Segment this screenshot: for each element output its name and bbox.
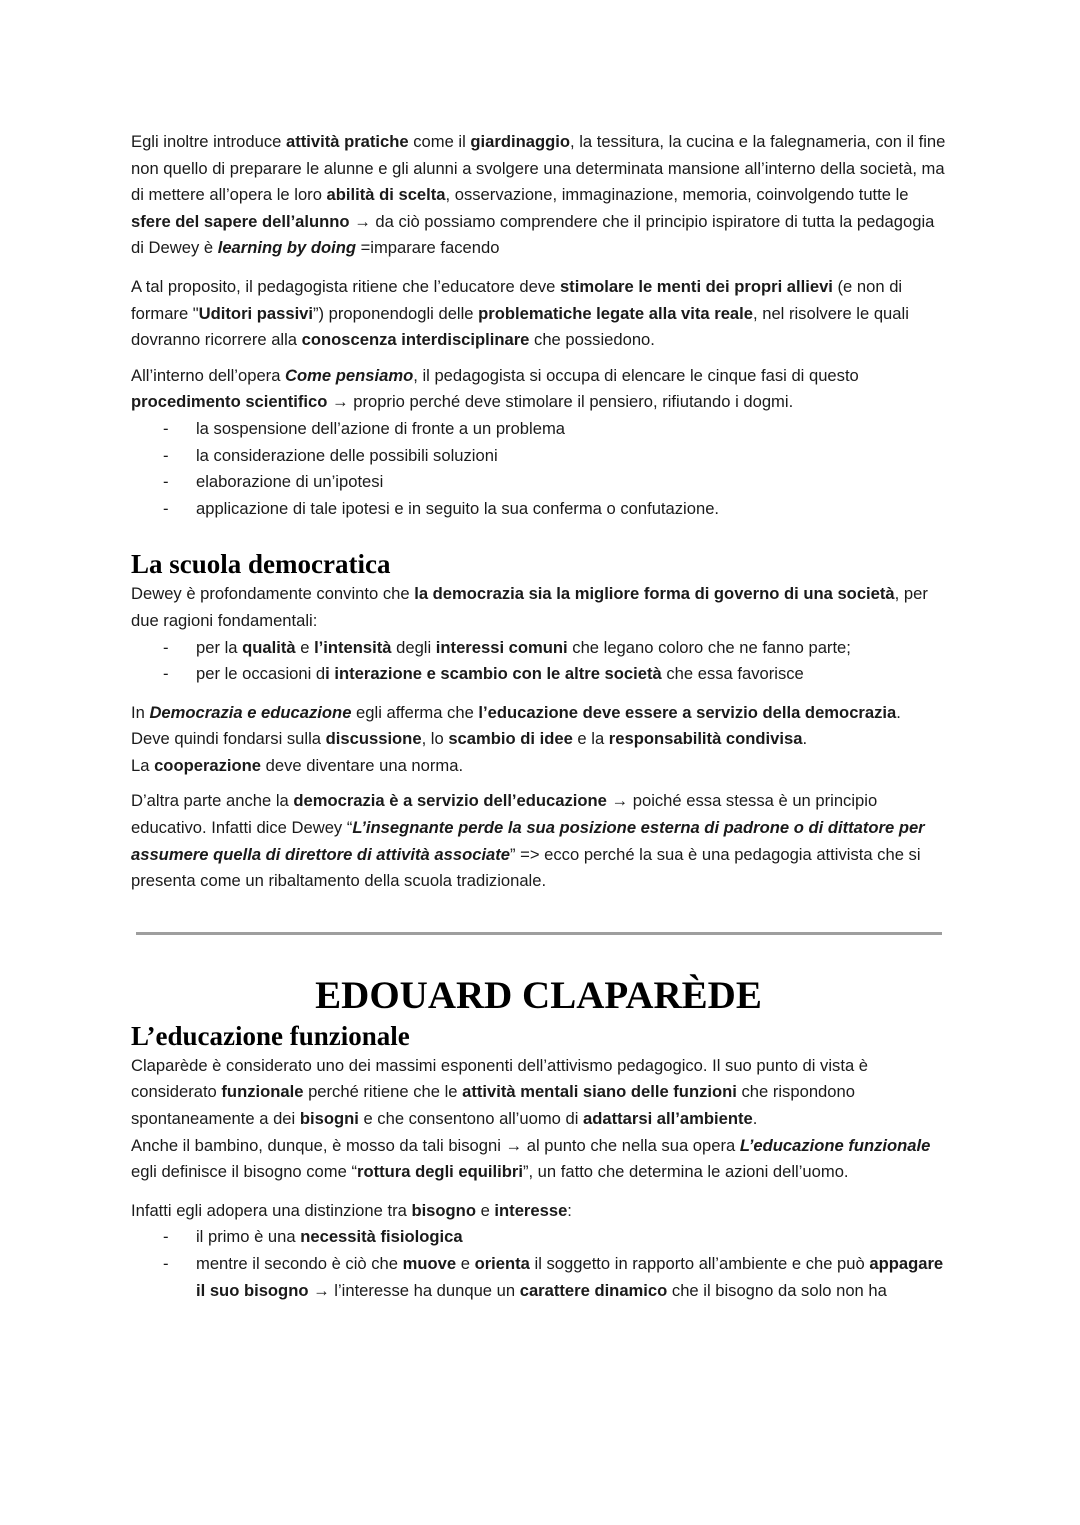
text-run: → da ciò possiamo comprendere che il principio ispiratore di tutta la pedagogia di Dewey è [131, 211, 935, 258]
text-run: per le occasioni d [196, 664, 326, 684]
text-run: e la [572, 729, 609, 749]
text-run: , la tessitura, la cucina e la falegnameria, con il fine non quello di preparare le alunne e gli alunni a svolgere una determinata mansione all’interno della società, ma di mettere all’opera le loro [131, 132, 946, 205]
text-run: . [752, 1109, 758, 1129]
paragraph-claparede [131, 1053, 946, 1186]
text-run: → l’interesse ha dunque un [308, 1280, 520, 1300]
bold-text: discussione [325, 729, 422, 749]
bold-text: qualità [242, 637, 296, 657]
text-run: che rispondono spontaneamente a dei [131, 1082, 855, 1129]
bold-text: i interazione e scambio con le altre società [325, 664, 662, 684]
paragraph-attivita-pratiche [131, 129, 946, 262]
text-run: egli definisce il bisogno come “ [131, 1162, 357, 1182]
bold-text: interesse [494, 1200, 568, 1220]
text-run: il soggetto in rapporto all’ambiente e che può [529, 1254, 870, 1273]
text-run: La [131, 755, 155, 775]
paragraph-come-pensiamo [131, 363, 946, 416]
bold-text: responsabilità condivisa [608, 729, 803, 749]
bold-text: bisogno [411, 1200, 476, 1220]
section-heading-educazione-funzionale: L’educazione funzionale [131, 1020, 410, 1051]
text-run: il primo è una [196, 1227, 301, 1247]
bold-text: l’intensità [314, 637, 392, 657]
text-run: → poiché essa stessa è un principio educativo. Infatti dice Dewey “ [131, 791, 878, 838]
text-run: , nel risolvere le quali dovranno ricorrere alla [131, 303, 909, 350]
text-run: → proprio perché deve stimolare il pensiero, rifiutando i dogmi. [327, 392, 794, 412]
bold-text: bisogni [299, 1109, 359, 1129]
bold-text: interessi comuni [435, 637, 568, 657]
list-item: - applicazione di tale ipotesi e in seguito la sua conferma o confutazione. [131, 496, 946, 523]
bold-text: giardinaggio [470, 132, 570, 151]
list-item: - la sospensione dell’azione di fronte a un problema [131, 416, 946, 443]
emphasis-text: Democrazia e educazione [149, 702, 352, 722]
text-run: e [456, 1254, 475, 1273]
text-run: egli afferma che [351, 702, 479, 722]
text-run: D’altra parte anche la [131, 791, 294, 811]
text-run: Deve quindi fondarsi sulla [131, 729, 326, 749]
bold-text: conoscenza interdisciplinare [301, 330, 530, 350]
bold-text: l’educazione deve essere a servizio della democrazia [478, 702, 897, 722]
text-run: Infatti egli adopera una distinzione tra [131, 1200, 412, 1220]
text-run: Anche il bambino, dunque, è mosso da tali bisogni → al punto che nella sua opera [131, 1135, 740, 1155]
text-run: Claparède è considerato uno dei massimi esponenti dell’attivismo pedagogico. Il suo punto di vista è considerato [131, 1055, 869, 1102]
bold-text: attività mentali siano delle funzioni [462, 1082, 737, 1102]
bold-text: procedimento scientifico [131, 392, 328, 412]
bold-text: orienta [474, 1254, 530, 1273]
bold-text: Uditori passivi [198, 303, 314, 323]
text-run: e che consentono all’uomo di [358, 1109, 584, 1129]
bold-text: necessità fisiologica [300, 1227, 463, 1247]
bold-text: abilità di scelta [326, 185, 446, 205]
text-run: Egli inoltre introduce [131, 132, 286, 151]
bold-text: carattere dinamico [519, 1280, 668, 1300]
text-run: mentre il secondo è ciò che [196, 1254, 403, 1273]
text-run: deve diventare una norma. [261, 755, 464, 775]
text-run: , per due ragioni fondamentali: [131, 584, 928, 630]
list-item [131, 635, 946, 662]
text-run: Dewey è profondamente convinto che [131, 584, 415, 604]
bold-text: appagare il suo bisogno [196, 1254, 944, 1300]
bold-text: rottura degli equilibri [356, 1162, 523, 1182]
list-item: - la considerazione delle possibili soluzioni [131, 443, 946, 470]
bold-text: stimolare le menti dei propri allievi [559, 276, 833, 296]
bold-text: la democrazia sia la migliore forma di governo di una società [414, 584, 895, 604]
text-run: e [295, 637, 315, 657]
text-run: come il [408, 132, 471, 151]
paragraph-democrazia [131, 581, 946, 634]
text-run: , osservazione, immaginazione, memoria, coinvolgendo tutte le [445, 185, 909, 205]
page-content [131, 129, 946, 1304]
paragraph-democrazia-e-educazione [131, 700, 946, 780]
phases-list [131, 416, 946, 522]
text-run: che possiedono. [529, 330, 655, 350]
text-run: ”, un fatto che determina le azioni dell’uomo. [522, 1162, 849, 1182]
bold-text: sfere del sapere dell’alunno [131, 211, 350, 231]
text-run: : [567, 1200, 572, 1220]
text-run: degli [391, 637, 436, 657]
distinction-list [131, 1224, 946, 1304]
emphasis-text: L’insegnante perde la sua posizione esterna di padrone o di dittatore per assumere quella di direttore di attività associate [131, 818, 925, 864]
text-run: . [802, 729, 808, 749]
list-item [131, 1251, 946, 1304]
text-run: (e non di formare " [131, 276, 903, 323]
text-run: All’interno dell’opera [131, 365, 286, 385]
paragraph-bisogno-interesse [131, 1198, 946, 1225]
text-run: , il pedagogista si occupa di elencare le cinque fasi di questo [413, 365, 859, 385]
text-run: In [131, 702, 150, 722]
chapter-title: EDOUARD CLAPARÈDE [315, 973, 762, 1017]
text-run: che legano coloro che ne fanno parte; [567, 637, 851, 657]
bold-text: democrazia è a servizio dell’educazione [293, 791, 607, 811]
text-run: , lo [421, 729, 449, 749]
text-run: =imparare facendo [356, 238, 500, 258]
list-item [131, 661, 946, 688]
text-run: per la [196, 637, 243, 657]
bold-text: adattarsi all’ambiente [583, 1109, 753, 1129]
text-run: . [896, 702, 901, 722]
bold-text: scambio di idee [448, 729, 573, 749]
text-run: A tal proposito, il pedagogista ritiene che l’educatore deve [131, 276, 560, 296]
paragraph-educatore [131, 274, 946, 354]
text-run: ”) proponendogli delle [313, 303, 479, 323]
bold-text: cooperazione [154, 755, 262, 775]
horizontal-divider [136, 932, 942, 935]
section-heading-scuola-democratica: La scuola democratica [131, 549, 391, 580]
bold-text: problematiche legate alla vita reale [478, 303, 753, 323]
reasons-list [131, 635, 946, 688]
emphasis-text: L’educazione funzionale [739, 1135, 931, 1155]
text-run: perché ritiene che le [303, 1082, 463, 1102]
list-item: - elaborazione di un’ipotesi [131, 469, 946, 496]
emphasis-text: Come pensiamo [285, 365, 414, 385]
text-run: ” => ecco perché la sua è una pedagogia attivista che si presenta come un ribaltamento della scuola tradizionale. [131, 844, 921, 891]
bold-text: muove [402, 1254, 457, 1273]
text-run: che essa favorisce [661, 664, 804, 684]
bold-text: attività pratiche [285, 132, 409, 151]
text-run: e [475, 1200, 495, 1220]
paragraph-insegnante [131, 788, 946, 894]
emphasis-text: learning by doing [217, 238, 356, 258]
bold-text: funzionale [221, 1082, 304, 1102]
list-item [131, 1224, 946, 1251]
text-run: che il bisogno da solo non ha [667, 1280, 887, 1300]
